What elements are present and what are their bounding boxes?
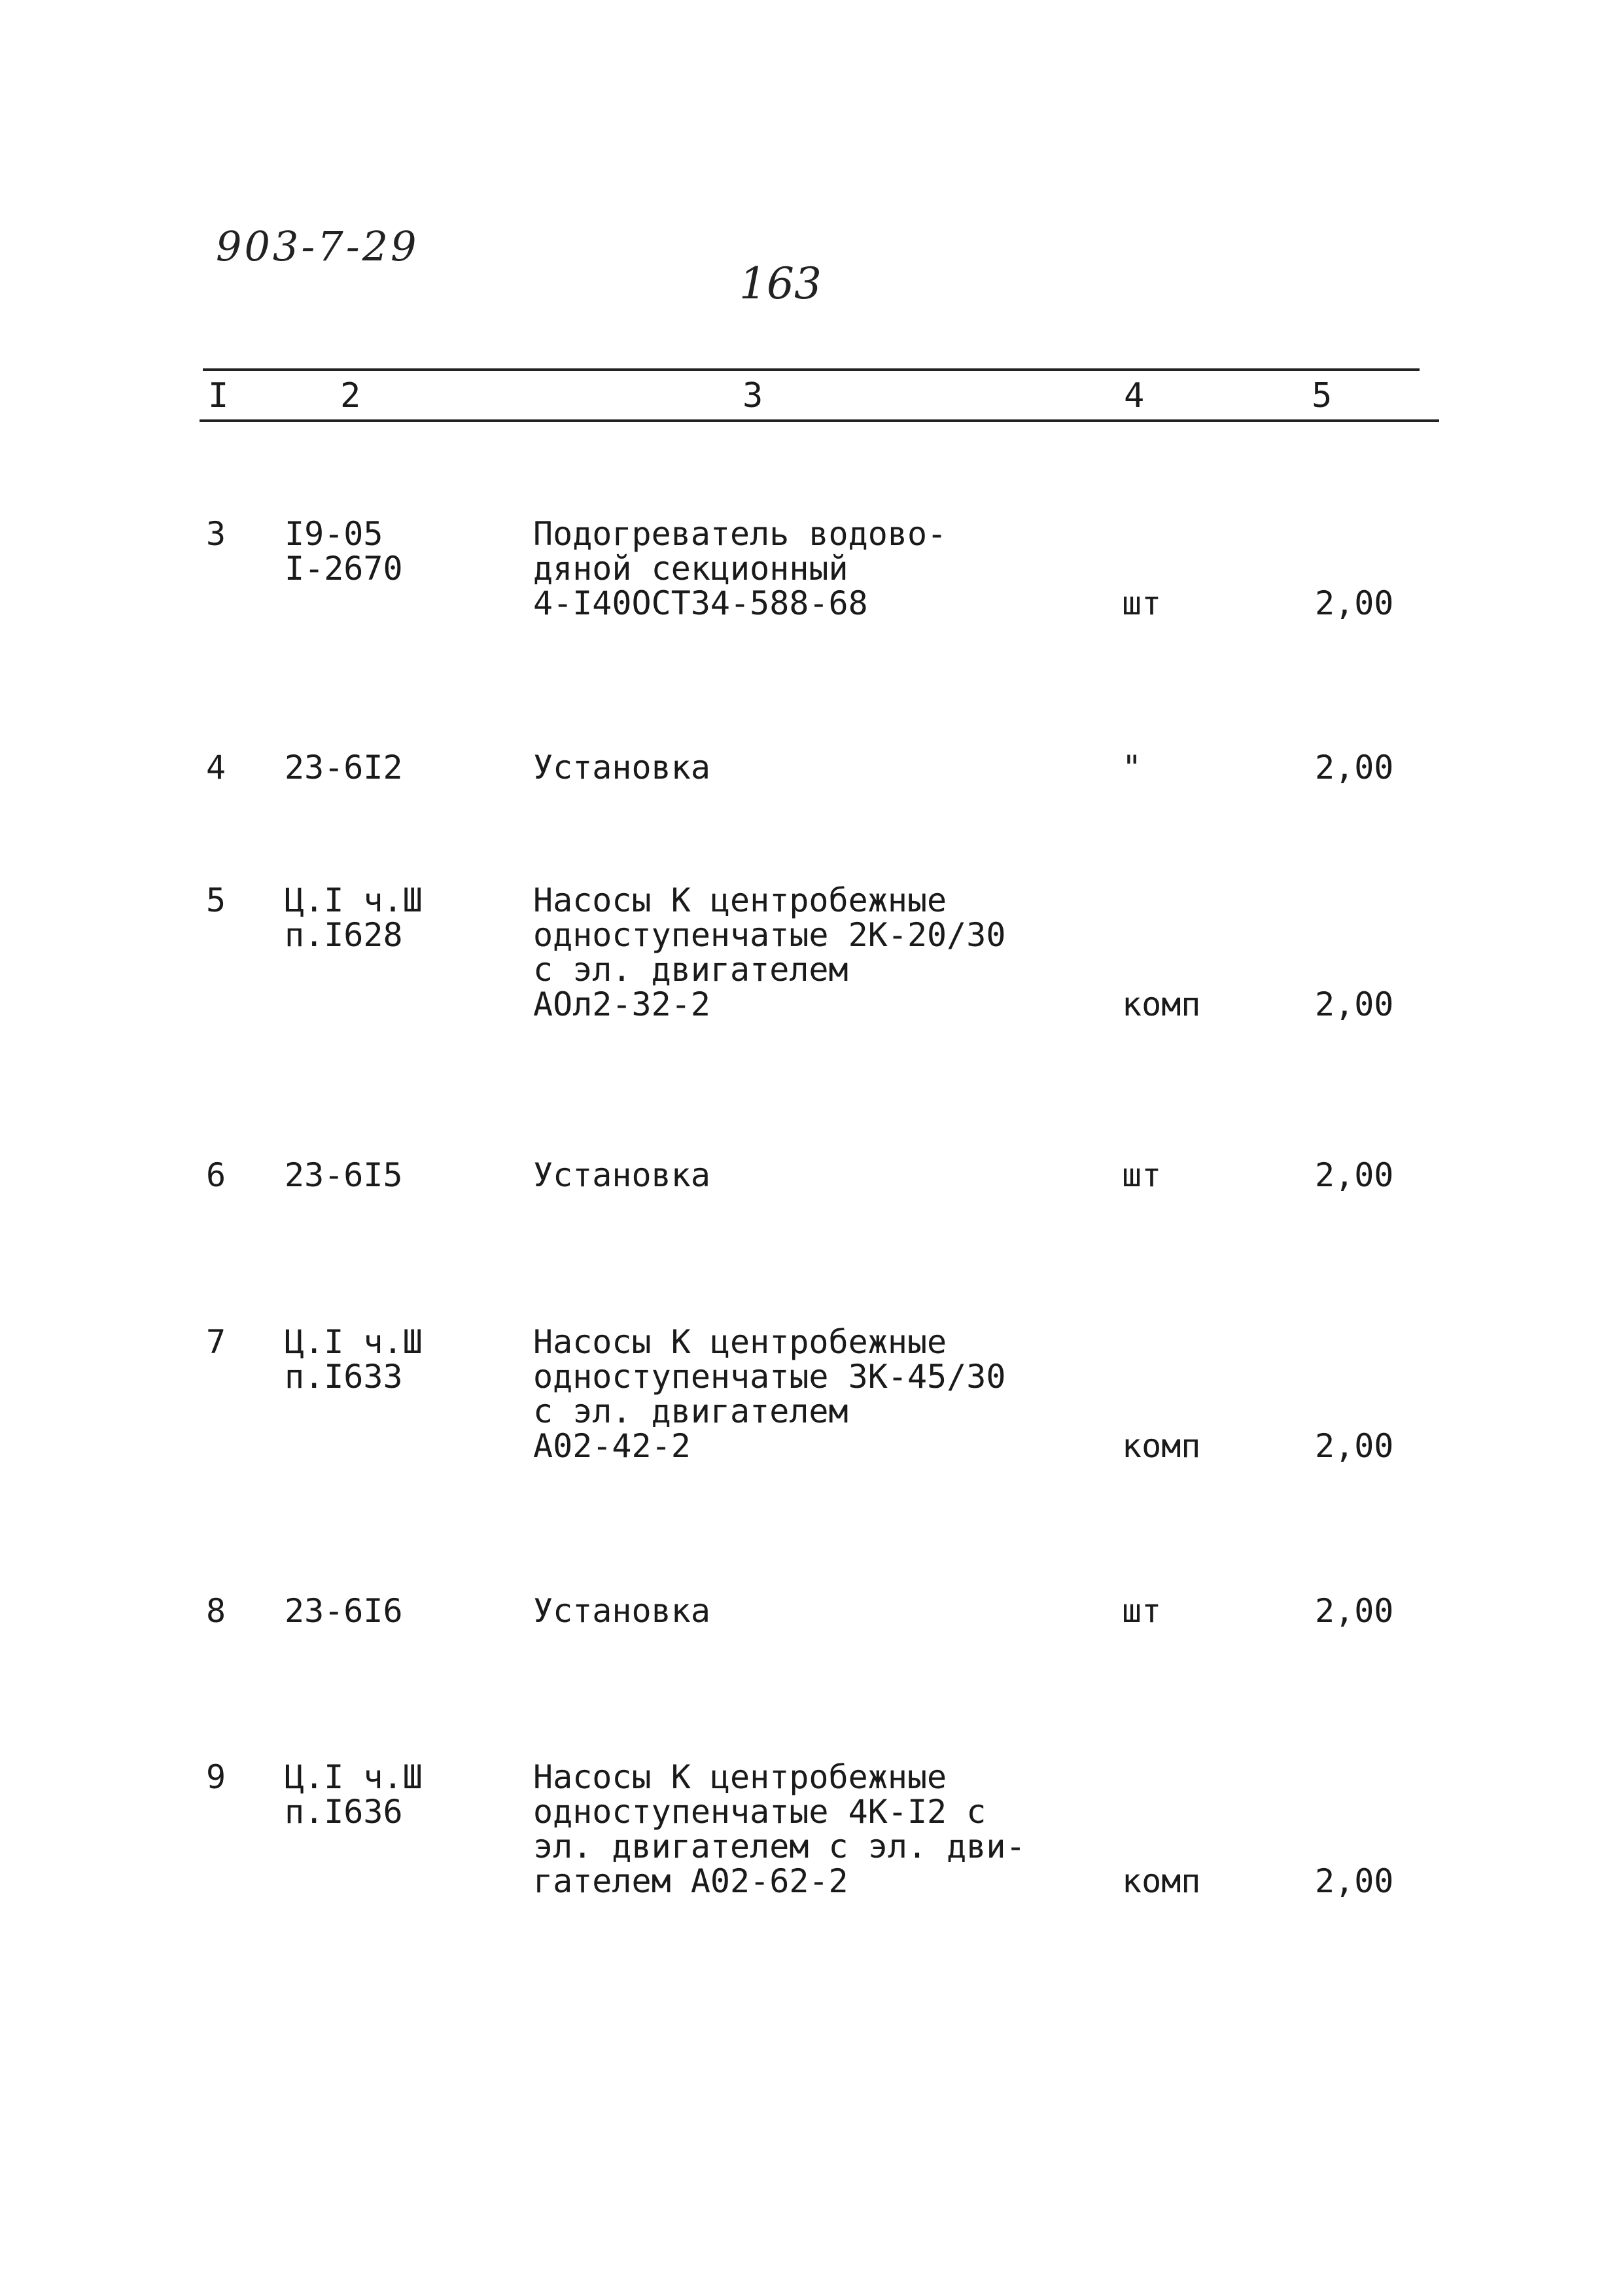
row-unit: шт — [1122, 584, 1162, 622]
row-number: 6 — [206, 1156, 226, 1194]
column-header-5: 5 — [1312, 376, 1333, 415]
row-code: 23-6I6 — [285, 1592, 403, 1630]
row-number: 8 — [206, 1592, 226, 1630]
row-unit: " — [1122, 749, 1142, 786]
row-unit: комп — [1122, 985, 1201, 1023]
row-quantity: 2,00 — [1315, 1862, 1394, 1900]
column-header-2: 2 — [340, 376, 361, 415]
row-description: Установка — [533, 749, 710, 786]
row-code: 23-6I5 — [285, 1156, 403, 1194]
row-description: Насосы К центробежные одноступенчатые 4К-I2 с эл. двигателем с эл. дви- гателем А02-62-2 — [533, 1758, 1026, 1900]
row-code: 23-6I2 — [285, 749, 403, 786]
table-header-rule — [200, 419, 1439, 422]
row-quantity: 2,00 — [1315, 1427, 1394, 1465]
row-number: 7 — [206, 1323, 226, 1361]
row-description: Подогреватель водово- дяной секционный 4-I40ОСТ34-588-68 — [533, 515, 947, 622]
row-code: Ц.I ч.Ш п.I633 — [285, 1323, 423, 1396]
row-number: 4 — [206, 749, 226, 786]
row-code: Ц.I ч.Ш п.I628 — [285, 881, 423, 954]
row-quantity: 2,00 — [1315, 1592, 1394, 1630]
row-quantity: 2,00 — [1315, 749, 1394, 786]
row-code: I9-05 I-2670 — [285, 515, 403, 588]
row-quantity: 2,00 — [1315, 1156, 1394, 1194]
row-quantity: 2,00 — [1315, 985, 1394, 1023]
row-number: 3 — [206, 515, 226, 553]
row-unit: шт — [1122, 1156, 1162, 1194]
row-code: Ц.I ч.Ш п.I636 — [285, 1758, 423, 1831]
row-description: Установка — [533, 1156, 710, 1194]
row-number: 5 — [206, 881, 226, 919]
table-top-rule — [203, 368, 1420, 371]
row-description: Насосы К центробежные одноступенчатые 3К-45/30 с эл. двигателем А02-42-2 — [533, 1323, 1006, 1465]
row-unit: шт — [1122, 1592, 1162, 1630]
row-number: 9 — [206, 1758, 226, 1796]
page-number: 163 — [739, 258, 822, 309]
row-quantity: 2,00 — [1315, 584, 1394, 622]
document-code: 903-7-29 — [216, 222, 419, 270]
column-header-4: 4 — [1124, 376, 1145, 415]
row-unit: комп — [1122, 1427, 1201, 1465]
column-header-3: 3 — [742, 376, 763, 415]
row-unit: комп — [1122, 1862, 1201, 1900]
column-header-1: I — [208, 376, 229, 415]
row-description: Установка — [533, 1592, 710, 1630]
row-description: Насосы К центробежные одноступенчатые 2К-20/30 с эл. двигателем АОл2-32-2 — [533, 881, 1006, 1023]
